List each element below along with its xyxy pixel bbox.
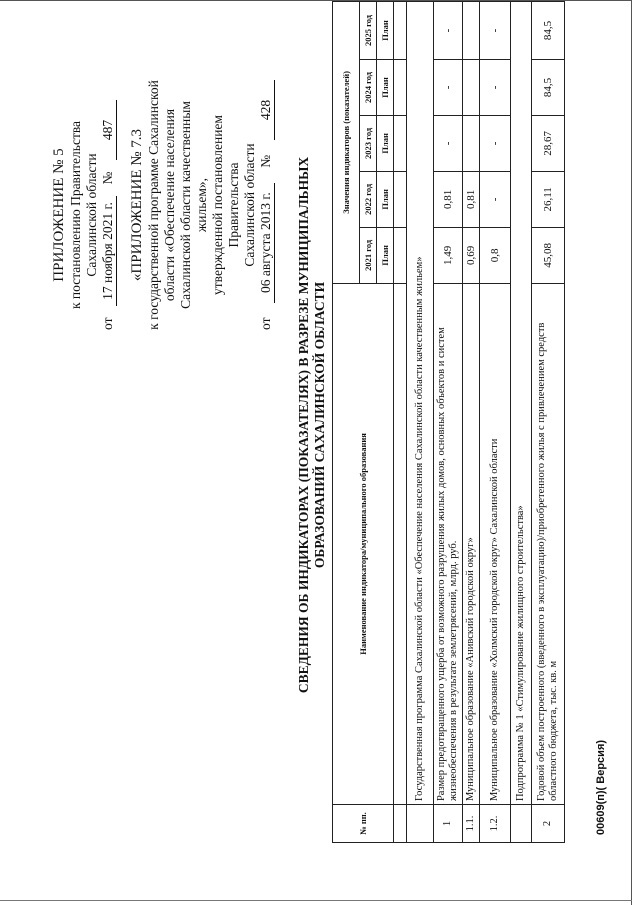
row-value: 28,67 — [532, 115, 565, 171]
row-value: 26,11 — [532, 171, 565, 227]
row-value — [463, 115, 480, 171]
row-value: - — [480, 2, 511, 60]
table-row — [407, 2, 434, 843]
row-value — [463, 59, 480, 115]
row-value: 0,69 — [463, 227, 480, 283]
row-value: - — [480, 171, 511, 227]
prev-appendix-line-5: Сахалинской области — [242, 143, 257, 267]
row-name: Муниципальное образование «Анивский городской округ» — [463, 283, 480, 804]
row-value: - — [434, 115, 463, 171]
row-value: 1,49 — [434, 227, 463, 283]
header-plan: План — [377, 2, 394, 60]
row-name: Подпрограмма № 1 «Стимулирование жилищного строительства» — [511, 2, 532, 805]
row-num — [407, 805, 434, 843]
header-name: Наименование индикатора/муниципального образования — [333, 283, 394, 804]
row-num: 2 — [532, 805, 565, 843]
appendix-title: ПРИЛОЖЕНИЕ № 5 — [51, 148, 67, 282]
row-name: Муниципальное образование «Холмский городской округ» Сахалинской области — [480, 283, 511, 804]
row-num: 1.1. — [463, 805, 480, 843]
table-row — [434, 2, 463, 843]
appendix-from-label: от — [100, 317, 115, 330]
prev-appendix-date-row — [258, 80, 275, 330]
header-year: 2024 год — [360, 59, 377, 115]
prev-appendix-line-3: Сахалинской области качественным жильем», — [178, 101, 209, 309]
table-row — [480, 2, 511, 843]
indicators-table — [332, 1, 565, 843]
appendix-no-label: № — [100, 171, 115, 185]
row-num: 1.2. — [480, 805, 511, 843]
prev-appendix-no-label: № — [258, 154, 273, 168]
row-value: - — [480, 59, 511, 115]
table-header-row — [333, 2, 360, 843]
row-value: 45,08 — [532, 227, 565, 283]
prev-appendix-title: «ПРИЛОЖЕНИЕ № 7.3 — [129, 128, 145, 282]
header-year: 2023 год — [360, 115, 377, 171]
prev-appendix-from-label: от — [258, 317, 273, 330]
header-year: 2025 год — [360, 2, 377, 60]
appendix-date-row — [100, 100, 117, 330]
row-value: - — [434, 59, 463, 115]
table-row — [532, 2, 565, 843]
header-values: Значения индикаторов (показателей) — [333, 2, 360, 284]
row-num: 1 — [434, 805, 463, 843]
header-year: 2021 год — [360, 227, 377, 283]
row-value: 0,81 — [434, 171, 463, 227]
version-footer: 00609(п)( Версия) — [595, 739, 607, 835]
row-value: 0,81 — [463, 171, 480, 227]
appendix-line-1: к постановлению Правительства — [68, 120, 83, 310]
appendix-line-2: Сахалинской области — [84, 153, 99, 277]
prev-appendix-line-1: к государственной программе Сахалинской — [146, 80, 161, 330]
row-value: 84,5 — [532, 2, 565, 60]
row-value: 0,8 — [480, 227, 511, 283]
row-value: - — [434, 2, 463, 60]
table-row — [463, 2, 480, 843]
header-plan: План — [377, 171, 394, 227]
table-spacer-row — [394, 2, 407, 843]
row-value — [463, 2, 480, 60]
header-plan: План — [377, 227, 394, 283]
prev-appendix-header — [128, 80, 275, 330]
row-value: - — [480, 115, 511, 171]
row-name: Годовой объем построенного (введенного в эксплуатацию)/приобретенного жилья с привлечением средств областного бюджета, тыс. кв. м — [532, 283, 565, 804]
row-name: Размер предотвращенного ущерба от возможного разрушения жилых домов, основных объектов и систем жизнеобеспечения в результате землетрясений, млрд. руб. — [434, 283, 463, 804]
header-plan: План — [377, 59, 394, 115]
prev-appendix-date: 06 августа 2013 г. — [258, 183, 275, 303]
row-value: 84,5 — [532, 59, 565, 115]
header-num: № пп. — [333, 805, 394, 843]
prev-appendix-line-2: области «Обеспечение населения — [162, 108, 177, 302]
prev-appendix-line-4: утвержденной постановлением Правительства — [210, 115, 241, 295]
row-name: Государственная программа Сахалинской области «Обеспечение населения Сахалинской области качественным жильем» — [407, 2, 434, 805]
document-title: СВЕДЕНИЯ ОБ ИНДИКАТОРАХ (ПОКАЗАТЕЛЯХ) В РАЗРЕЗЕ МУНИЦИПАЛЬНЫХ ОБРАЗОВАНИЙ САХАЛИНСКОЙ ОБЛАСТИ — [296, 156, 327, 694]
header-year: 2022 год — [360, 171, 377, 227]
header-plan: План — [377, 115, 394, 171]
appendix-number: 487 — [100, 100, 117, 160]
appendix-date: 17 ноября 2021 г. — [100, 196, 117, 306]
appendix-header — [50, 100, 117, 330]
table-row — [511, 2, 532, 843]
row-num — [511, 805, 532, 843]
prev-appendix-number: 428 — [258, 80, 275, 140]
